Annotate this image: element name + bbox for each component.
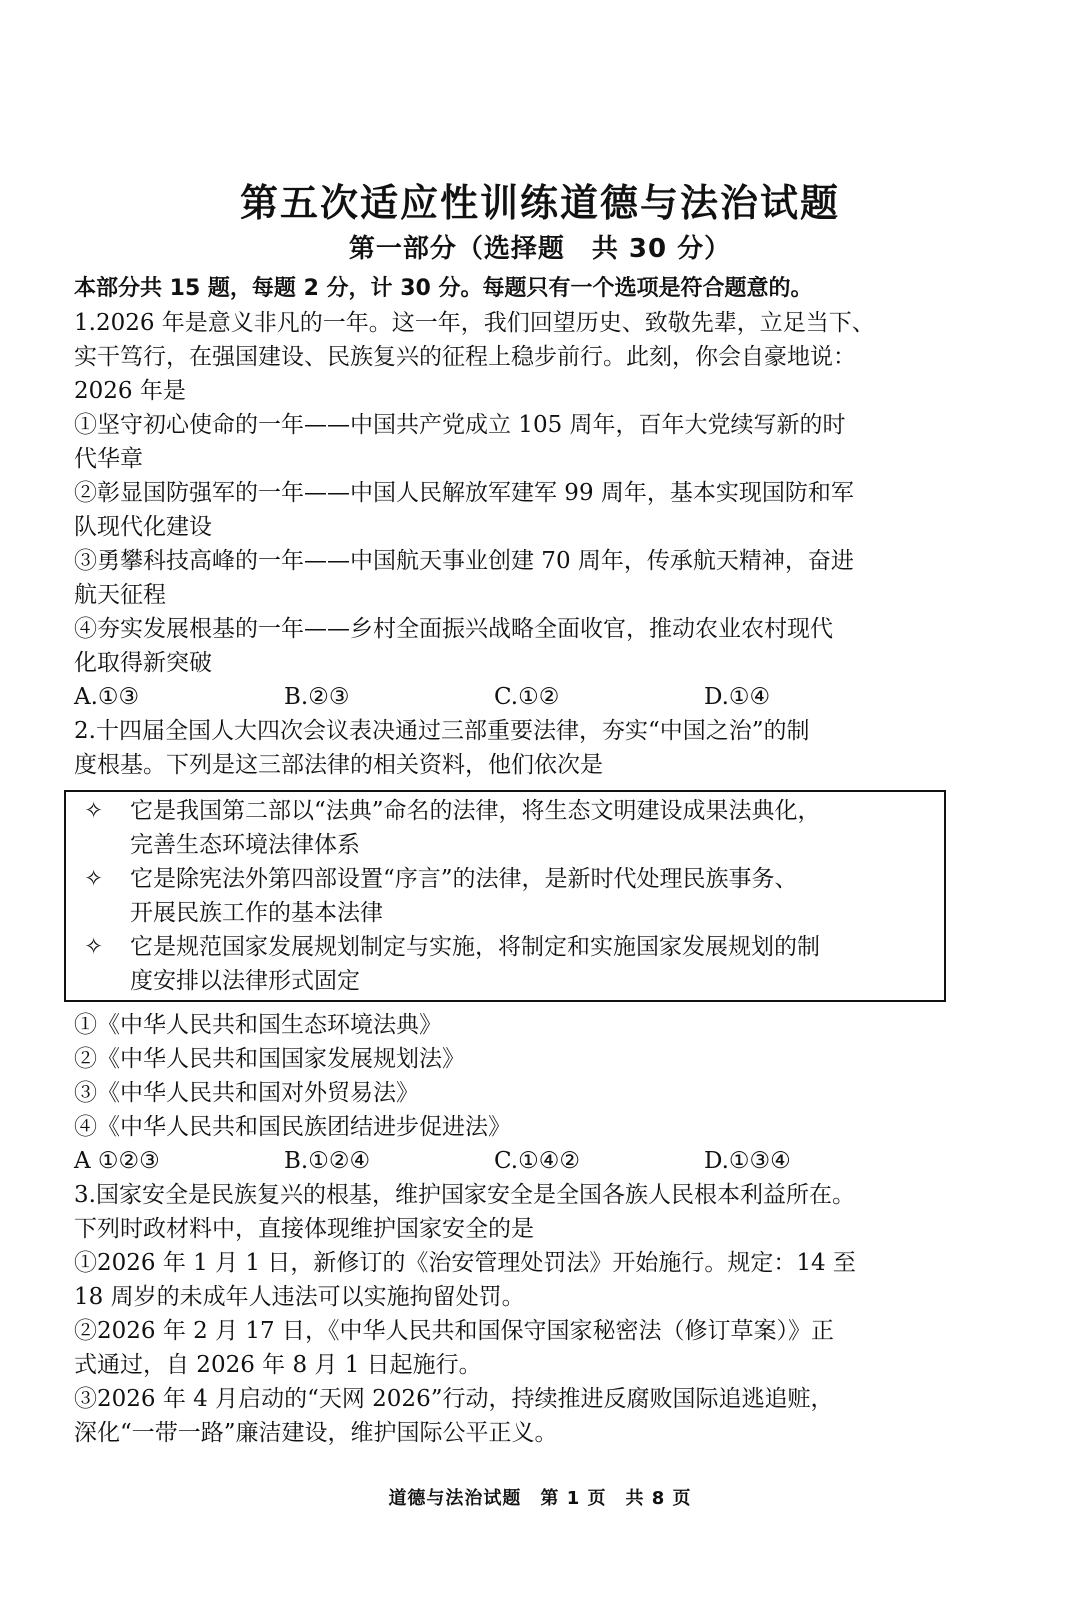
question-line: 度根基。下列是这三部法律的相关资料，他们依次是 xyxy=(74,752,603,778)
option-d: D.①④ xyxy=(704,684,771,710)
question-2 xyxy=(74,714,974,1178)
answer-options xyxy=(74,1144,974,1178)
question-line: 3.国家安全是民族复兴的根基，维护国家安全是全国各族人民根本利益所在。 xyxy=(74,1182,855,1208)
question-line: 2.十四届全国人大四次会议表决通过三部重要法律，夯实“中国之治”的制 xyxy=(74,718,810,744)
law-item: ①《中华人民共和国生态环境法典》 xyxy=(74,1012,442,1038)
law-item: ②《中华人民共和国国家发展规划法》 xyxy=(74,1046,465,1072)
material-item xyxy=(76,794,934,862)
question-line: 代华章 xyxy=(74,446,143,472)
material-line: 开展民族工作的基本法律 xyxy=(130,900,383,926)
question-line: ②2026 年 2 月 17 日，《中华人民共和国保守国家秘密法（修订草案）》正 xyxy=(74,1318,834,1344)
material-item xyxy=(76,930,934,998)
question-line: 航天征程 xyxy=(74,582,166,608)
question-3 xyxy=(74,1178,974,1450)
exam-content xyxy=(74,272,974,1450)
question-line: 2026 年是 xyxy=(74,378,186,404)
material-line: 完善生态环境法律体系 xyxy=(130,832,360,858)
question-line: 式通过，自 2026 年 8 月 1 日起施行。 xyxy=(74,1352,482,1378)
option-c: C.①② xyxy=(494,684,560,710)
option-d: D.①③④ xyxy=(704,1148,791,1174)
question-line: ①坚守初心使命的一年——中国共产党成立 105 周年，百年大党续写新的时 xyxy=(74,412,846,438)
section-subtitle: 第一部分（选择题 共 30 分） xyxy=(348,234,732,264)
page-title: 第五次适应性训练道德与法治试题 xyxy=(239,181,840,225)
material-line: 度安排以法律形式固定 xyxy=(130,968,360,994)
material-box xyxy=(64,790,946,1002)
material-line: 它是我国第二部以“法典”命名的法律，将生态文明建设成果法典化， xyxy=(130,798,821,824)
diamond-bullet-icon: ✧ xyxy=(84,934,104,960)
material-line: 它是规范国家发展规划制定与实施，将制定和实施国家发展规划的制 xyxy=(130,934,820,960)
law-item: ④《中华人民共和国民族团结进步促进法》 xyxy=(74,1114,511,1140)
answer-options xyxy=(74,680,974,714)
material-item xyxy=(76,862,934,930)
diamond-bullet-icon: ✧ xyxy=(84,798,104,824)
question-line: ③2026 年 4 月启动的“天网 2026”行动，持续推进反腐败国际追逃追赃， xyxy=(74,1386,834,1412)
question-line: ③勇攀科技高峰的一年——中国航天事业创建 70 周年，传承航天精神，奋进 xyxy=(74,548,854,574)
question-line: ④夯实发展根基的一年——乡村全面振兴战略全面收官，推动农业农村现代 xyxy=(74,616,833,642)
material-line: 它是除宪法外第四部设置“序言”的法律，是新时代处理民族事务、 xyxy=(130,866,798,892)
question-line: ①2026 年 1 月 1 日，新修订的《治安管理处罚法》开始施行。规定：14 至 xyxy=(74,1250,856,1276)
law-item: ③《中华人民共和国对外贸易法》 xyxy=(74,1080,419,1106)
page-footer: 道德与法治试题 第 1 页 共 8 页 xyxy=(388,1488,692,1509)
question-1 xyxy=(74,306,974,714)
question-line: 18 周岁的未成年人违法可以实施拘留处罚。 xyxy=(74,1284,525,1310)
option-c: C.①④② xyxy=(494,1148,580,1174)
question-line: 队现代化建设 xyxy=(74,514,212,540)
question-line: ②彰显国防强军的一年——中国人民解放军建军 99 周年，基本实现国防和军 xyxy=(74,480,854,506)
question-line: 化取得新突破 xyxy=(74,650,212,676)
question-line: 1.2026 年是意义非凡的一年。这一年，我们回望历史、致敬先辈，立足当下、 xyxy=(74,310,875,336)
option-b: B.①②④ xyxy=(284,1148,371,1174)
question-line: 实干笃行，在强国建设、民族复兴的征程上稳步前行。此刻，你会自豪地说： xyxy=(74,344,856,370)
question-line: 下列时政材料中，直接体现维护国家安全的是 xyxy=(74,1216,534,1242)
section-instructions: 本部分共 15 题，每题 2 分，计 30 分。每题只有一个选项是符合题意的。 xyxy=(74,276,813,301)
option-b: B.②③ xyxy=(284,684,350,710)
diamond-bullet-icon: ✧ xyxy=(84,866,104,892)
question-line: 深化“一带一路”廉洁建设，维护国际公平正义。 xyxy=(74,1420,558,1446)
option-a: A.①③ xyxy=(74,684,140,710)
option-a: A ①②③ xyxy=(74,1148,160,1174)
